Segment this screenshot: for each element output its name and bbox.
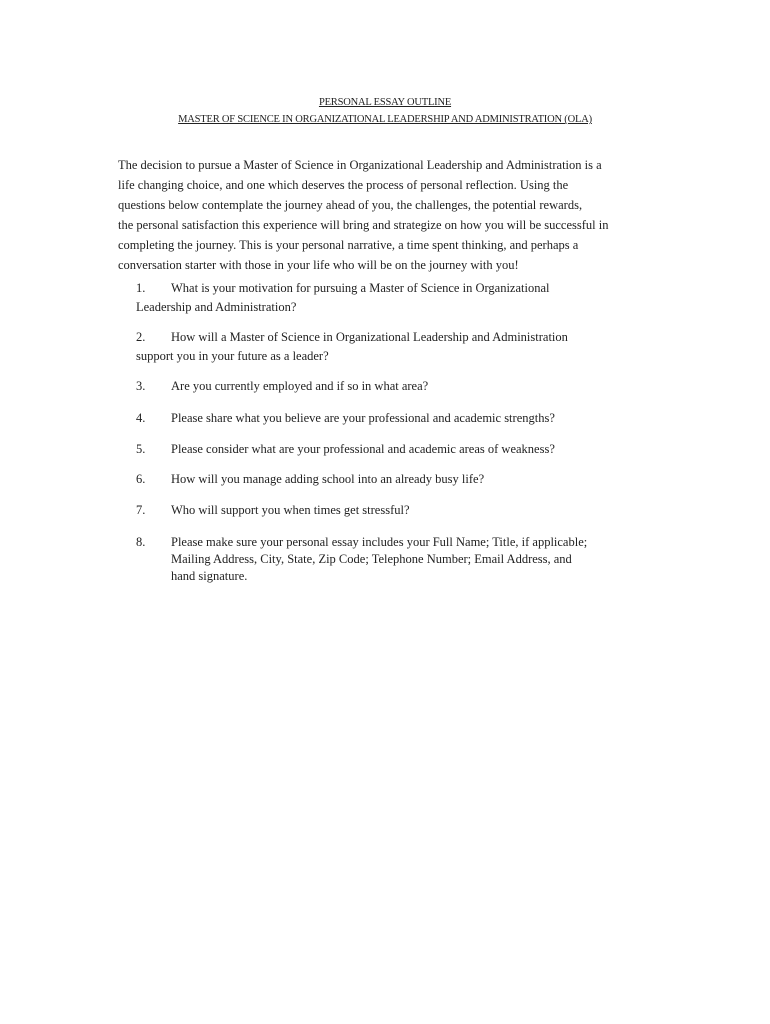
- question-number: 6.: [136, 472, 146, 486]
- question-text: Leadership and Administration?: [136, 300, 297, 314]
- question-text: hand signature.: [171, 569, 248, 583]
- intro-line: the personal satisfaction this experience will bring and strategize on how you will be successful in: [118, 218, 609, 232]
- document-title: PERSONAL ESSAY OUTLINE: [318, 97, 452, 108]
- question-text: How will a Master of Science in Organizational Leadership and Administration: [171, 330, 568, 344]
- intro-line: life changing choice, and one which deserves the process of personal reflection. Using the: [118, 178, 569, 192]
- question-text: Mailing Address, City, State, Zip Code; Telephone Number; Email Address, and: [171, 552, 572, 566]
- question-text: Who will support you when times get stressful?: [171, 503, 410, 517]
- question-text: Please share what you believe are your professional and academic strengths?: [171, 411, 555, 425]
- question-number: 8.: [136, 535, 146, 549]
- question-text: support you in your future as a leader?: [136, 349, 329, 363]
- question-number: 4.: [136, 411, 146, 425]
- question-number: 1.: [136, 281, 146, 295]
- question-text: Please make sure your personal essay includes your Full Name; Title, if applicable;: [171, 535, 588, 549]
- question-text: How will you manage adding school into an already busy life?: [171, 472, 485, 486]
- question-text: Please consider what are your professional and academic areas of weakness?: [171, 442, 555, 456]
- intro-line: questions below contemplate the journey ahead of you, the challenges, the potential rewards,: [118, 198, 583, 212]
- document-subtitle: MASTER OF SCIENCE IN ORGANIZATIONAL LEADERSHIP AND ADMINISTRATION (OLA): [178, 114, 592, 125]
- question-number: 7.: [136, 503, 146, 517]
- question-number: 2.: [136, 330, 146, 344]
- question-number: 5.: [136, 442, 146, 456]
- question-text: What is your motivation for pursuing a Master of Science in Organizational: [171, 281, 550, 295]
- question-text: Are you currently employed and if so in what area?: [171, 379, 429, 393]
- question-number: 3.: [136, 379, 146, 393]
- intro-line: conversation starter with those in your life who will be on the journey with you!: [118, 258, 519, 272]
- intro-line: completing the journey. This is your personal narrative, a time spent thinking, and perhaps a: [118, 238, 579, 252]
- intro-line: The decision to pursue a Master of Science in Organizational Leadership and Administration is a: [118, 158, 602, 172]
